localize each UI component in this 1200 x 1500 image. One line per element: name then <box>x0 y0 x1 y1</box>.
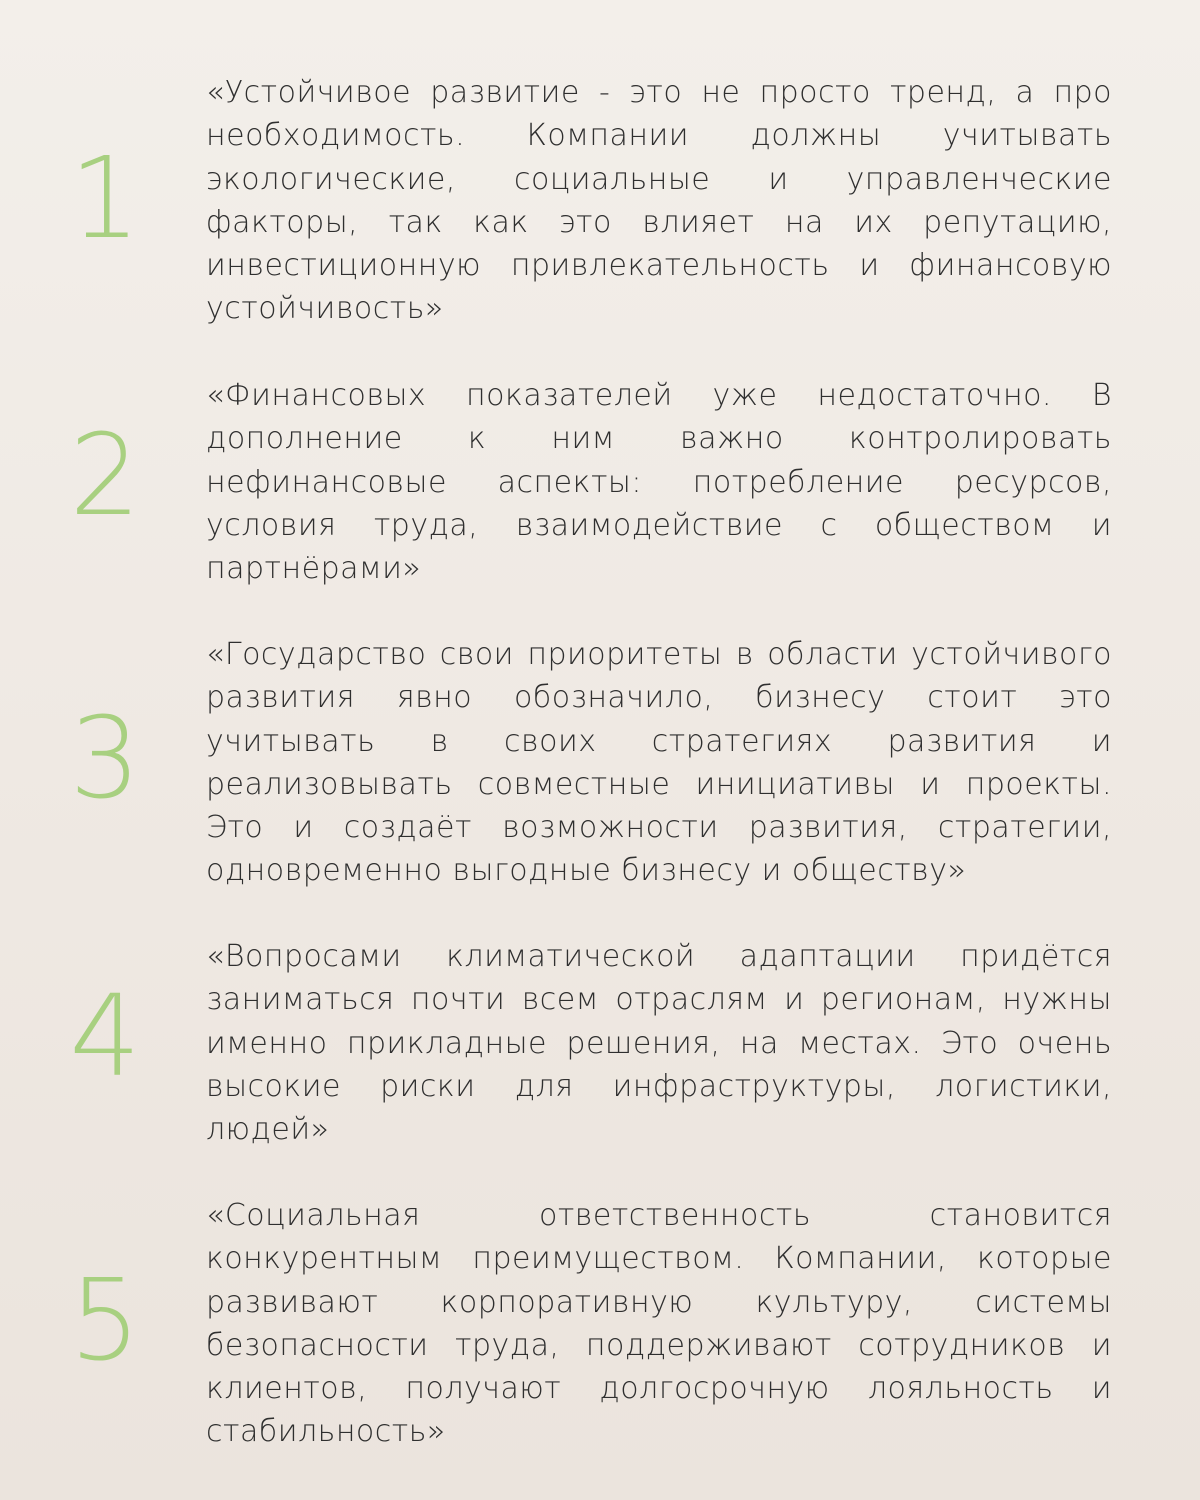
quote-number: 5 <box>69 1256 141 1386</box>
quote-number: 4 <box>69 972 141 1102</box>
quote-text: «Государство свои приоритеты в области устойчивого развития явно обозначило, бизнесу стоит это учитывать в своих стратегиях развития и реализовывать совместные инициативы и проекты. Это и создаёт возможности развития, стратегии, одновременно выгодные бизнесу и обществу» <box>206 637 1112 889</box>
quote-text: «Социальная ответственность становится конкурентным преимуществом. Компании, которые развивают корпоративную культуру, системы безопасности труда, поддерживают сотрудников и клиентов, получают долгосрочную лояльность и стабильность» <box>206 1198 1112 1450</box>
quote-number: 1 <box>69 134 141 264</box>
quote-text: «Устойчивое развитие - это не просто тренд, а про необходимость. Компании должны учитывать экологические, социальные и управленческие факторы, так как это влияет на их репутацию, инвестиционную привлекательность и финансовую устойчивость» <box>206 75 1112 327</box>
quote-text: «Финансовых показателей уже недостаточно. В дополнение к ним важно контролировать нефинансовые аспекты: потребление ресурсов, условия труда, взаимодействие с обществом и партнёрами» <box>206 378 1112 587</box>
quote-text: «Вопросами климатической адаптации придётся заниматься почти всем отраслям и регионам, нужны именно прикладные решения, на местах. Это очень высокие риски для инфраструктуры, логистики, людей» <box>206 939 1112 1148</box>
quote-number: 3 <box>69 694 141 824</box>
quote-number: 2 <box>69 411 141 541</box>
